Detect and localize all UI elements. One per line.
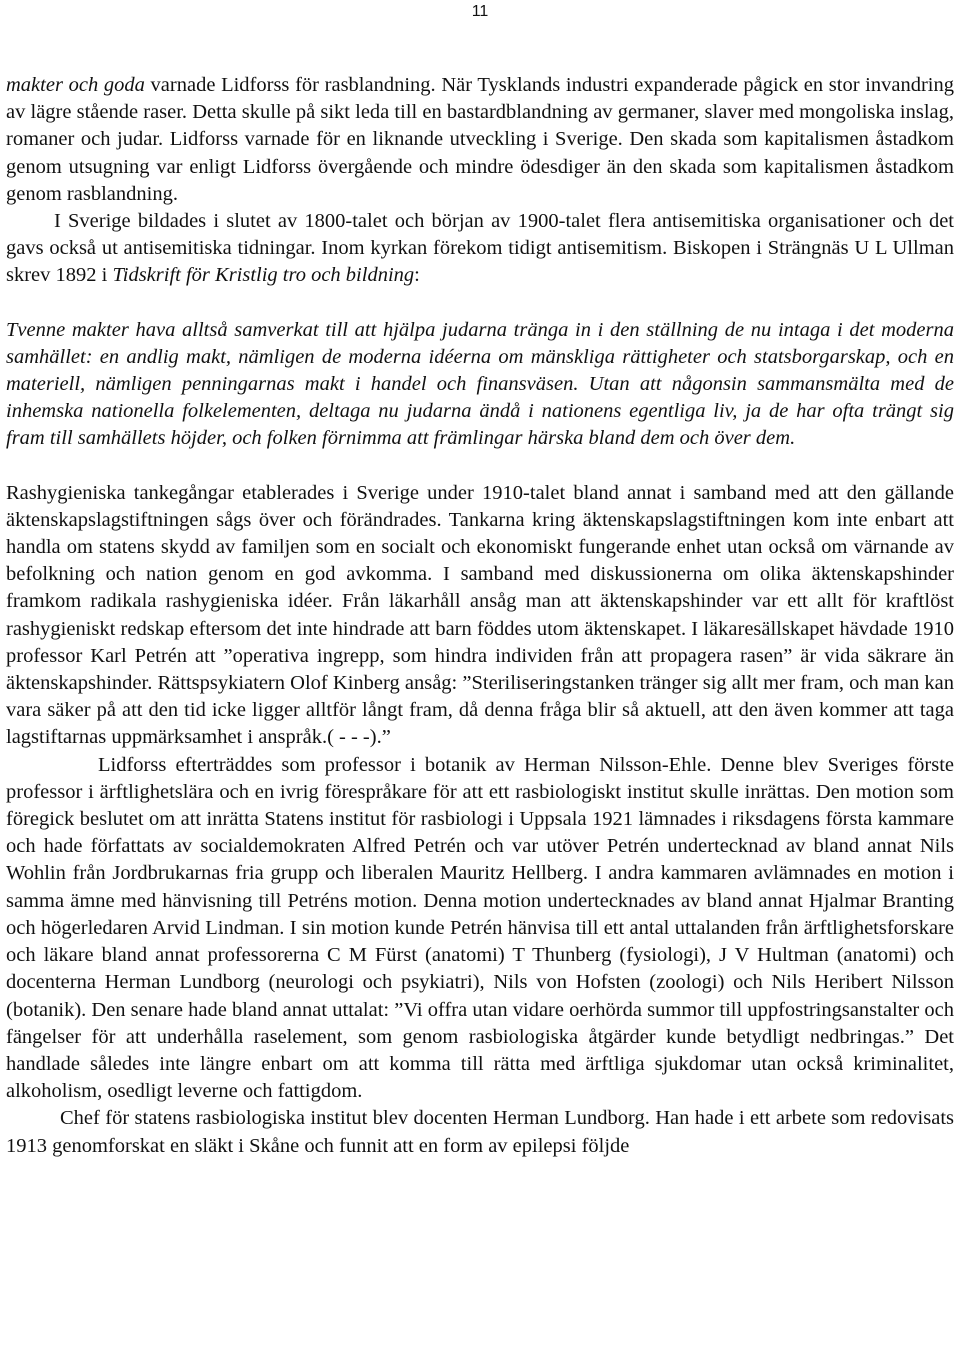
page-number: 11 — [471, 3, 489, 20]
paragraph-spacer — [6, 453, 954, 480]
paragraph-lidforss-warning — [6, 72, 954, 208]
italic-phrase: makter och goda — [6, 74, 145, 96]
block-quote-ullman — [6, 317, 954, 453]
paragraph-nilsson-ehle: Lidforss efterträddes som professor i botanik av Herman Nilsson-Ehle. Denne blev Sveriges förste professor i ärftlighetslära och en ivrig förespråkare för att ett rasbiologiskt institut skulle inrättas. Den motion som föregick beslutet om att inrätta Statens institut för rasbiologi i Uppsala 1921 lämnades i riksdagens första kammare och hade författats av socialdemokraten Alfred Petrén och var utöver Petrén undertecknad av bland annat Nils Wohlin från Jordbrukarnas fria grupp och liberalen Mauritz Hellberg. I andra kammaren avlämnades en motion i samma ämne med hänvisning till Petréns motion. Denna motion undertecknades av bland annat Hjalmar Branting och högerledaren Arvid Lindman. I sin motion kunde Petrén hänvisa till ett antal uttalanden från ärftlighetsforskare och läkare bland annat professorerna C M Fürst (anatomi) T Thunberg (fysiologi), J V Hultman (anatomi) och docenterna Herman Lundborg (neurologi och psykiatri), Nils von Hofsten (zoologi) och Nils Heribert Nilsson (botanik). Den senare hade bland annat uttalat: ”Vi offra utan vidare oerhörda summor till uppfostringsanstalter och fängelser för att underhålla raselement, som genom rasbiologiska åtgärder kunde betydligt nedbringas.” Det handlade således inte längre enbart om att komma till rätta med ärftliga sjukdomar utan också kriminalitet, alkoholism, osedligt leverne och fattigdom. — [6, 753, 954, 1103]
paragraph-text: I Sverige bildades i slutet av 1800-talet och början av 1900-talet flera antisemitiska organisationer och det gavs också ut antisemitiska tidningar. Inom kyrkan förekom tidigt antisemitism. Biskopen i Strängnäs U L Ullman skrev 1892 i — [6, 210, 954, 287]
document-body — [6, 72, 954, 1160]
paragraph-text: varnade Lidforss för rasblandning. När Tysklands industri expanderade pågick en stor invandring av lägre stående raser. Detta skulle på sikt leda till en bastardblandning av germaner, slaver med mongoliska inslag, romaner och judar. Lidforss varnade för en liknande utveckling i Sverige. Den skada som kapitalismen åstadkom genom utsugning var enligt Lidforss övergående och mindre ödesdiger än den skada som kapitalismen åstadkom genom rasblandning. — [6, 74, 955, 205]
quote-text: Tvenne makter hava alltså samverkat till att hjälpa judarna tränga in i den ställning de nu intaga i det moderna samhället: en andlig makt, nämligen de moderna idéerna om mänskliga rättigheter och statsborgarskap, och en materiell, nämligen penningarnas makt i handel och finansväsen. Utan att någonsin sammansmälta med de inhemska nationella folkelementen, deltaga nu judarna ändå i nationens egentliga liv, ja de har ofta trängt sig fram till samhällets höjder, och folken förnimma att främlingar härska bland dem och över dem. — [6, 318, 954, 450]
paragraph-antisemitism — [6, 208, 954, 290]
journal-title: Tidskrift för Kristlig tro och bildning — [112, 264, 415, 287]
paragraph-lundborg: Chef för statens rasbiologiska institut blev docenten Herman Lundborg. Han hade i ett arbete som redovisats 1913 genomforskat en släkt i Skåne och funnit att en form av epilepsi följde — [6, 1107, 954, 1157]
paragraph-spacer — [6, 290, 954, 317]
paragraph-text: : — [414, 264, 420, 287]
paragraph-racial-hygiene: Rashygieniska tankegångar etablerades i Sverige under 1910-talet bland annat i samband med att den gällande äktenskapslagstiftningen sågs över och förändrades. Tankarna kring äktenskapslagstiftningen kom inte enbart att handla om statens skydd av familjen som en socialt och ekonomiskt fungerande enhet utan också om värnande av befolkning och nation genom en god avkomma. I samband med diskussionerna om olika äktenskapshinder framkom radikala rashygieniska idéer. Från läkarhåll ansåg man att äktenskapshinder var ett allt för kraftlöst rashygieniskt redskap eftersom det inte hindrade att barn föddes utom äktenskapet. I läkaresällskapet hävdade 1910 professor Karl Petrén att ”operativa ingrepp, som hindra individen från att propagera rasen” är vida säkrare än äktenskapshinder. Rättspsykiatern Olof Kinberg ansåg: ”Steriliseringstanken tränger sig allt mer fram, och man kan vara säker på att den tid icke ligger alltför långt fram, då denna fråga blir så aktuell, att den även kommer att taga lagstiftarnas uppmärksamhet i anspråk.( - - -).” — [6, 481, 954, 749]
